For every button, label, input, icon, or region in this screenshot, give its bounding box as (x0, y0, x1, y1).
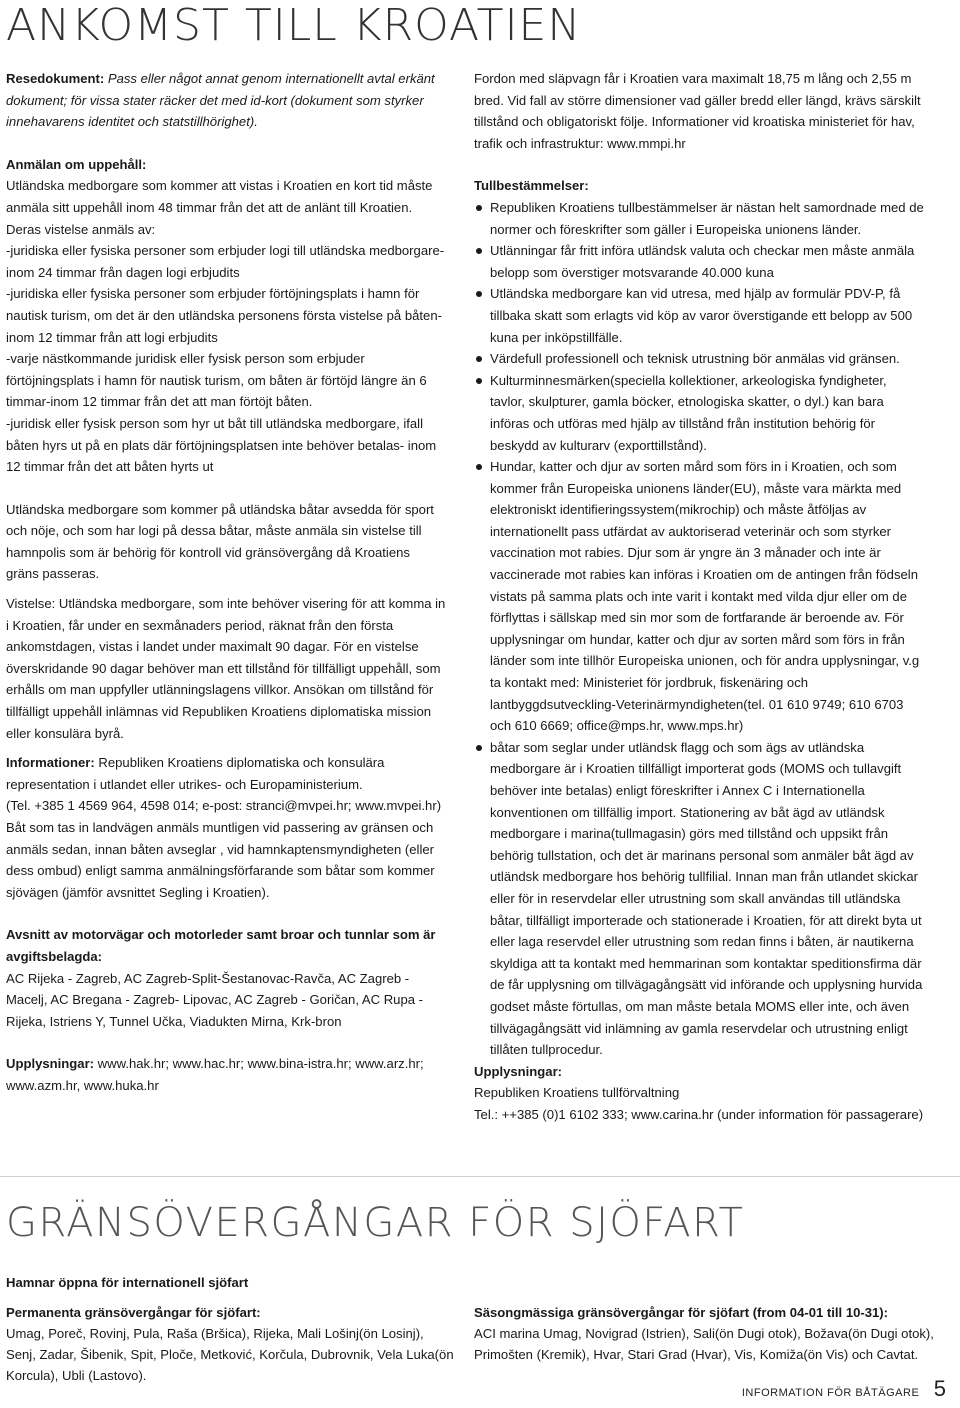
section-title: GRÄNSÖVERGÅNGAR FÖR SJÖFART (6, 1200, 745, 1246)
upplysningar-heading: Upplysningar: (474, 1063, 563, 1079)
vistelse-paragraph: Vistelse: Utländska medborgare, som inte behöver visering för att komma in i Kroatien, får under en sexmånaders period, räknat från den första ankomstdagen, vistas i landet under maximalt 90 dagar. För en vistelse överskridande 90 dagar behöver man ett tillstånd för tillfälligt uppehåll, som erhålls om man uppfyller utlänningslagens villkor. Ansökan om tillstånd för tillfälligt uppehåll inlämnas vid Republiken Kroatiens diplomatiska mission eller konsulära byrå. (6, 596, 446, 741)
avsnitt-heading: Avsnitt av motorvägar och motorleder samt broar och tunnlar som är avgiftsbelagda: (6, 927, 436, 964)
left-column (6, 68, 446, 1097)
tull-list-item: Värdefull professionell och teknisk utrustning bör anmälas vid gränsen. (474, 348, 924, 370)
right-column (474, 68, 924, 1126)
resedokument-label: Resedokument: (6, 71, 105, 86)
informationer-contact: (Tel. +385 1 4569 964, 4598 014; e-post: stranci@mvpei.hr; www.mvpei.hr) (6, 798, 442, 814)
sasong-heading: Säsongmässiga gränsövergångar för sjöfart (from 04-01 till 10-31): (474, 1305, 889, 1320)
tull-list-item: Hundar, katter och djur av sorten mård som förs in i Kroatien, och som kommer från Europeiska unionens länder(EU), måste vara märkta med elektroniskt identifieringssystem(mikrochip) och måste åtföljas av internationellt pass utfärdat av auktoriserad veterinär och som styrker vaccination mot rabies. Djur som är yngre än 3 månader och inte är vaccinerade mot rabies kan införas i Kroatien om de antingen från födseln vistats på samma plats och inte varit i kontakt med vilda djur eller om de förflyttas i sällskap med sin mor som de fortfarande är beroende av. För upplysningar om hundar, katter och djur av sorten mård som förs in från länder som inte tillhör Europeiska unionen, och för andra upplysningar, v.g ta kontakt med: Ministeriet för jordbruk, fiskenäring och lantbyggdsutveckling-Veterinärmyndigheten(tel. 01 610 9749; 610 6703 och 610 6669; office@mps.hr, www.mps.hr) (474, 456, 924, 737)
sasong-block (474, 1302, 934, 1365)
sport-paragraph: Utländska medborgare som kommer på utländska båtar avsedda för sport och nöje, och som har logi på dessa båtar, måste anmäla sin vistelse till hamnpolis som är behörig för kontroll vid gränsövergång då Kroatiens gräns passeras. (6, 501, 434, 582)
page-number: 5 (933, 1376, 946, 1401)
resedokument-paragraph (6, 68, 446, 133)
upplysningar-paragraph (6, 1053, 446, 1096)
fordon-paragraph: Fordon med släpvagn får i Kroatien vara maximalt 18,75 m lång och 2,55 m bred. Vid fall av större dimensioner vad gäller bredd eller längd, krävs särskilt tillstånd och obligatoriskt följe. Informationer vid kroatiska ministeriet för hav, trafik och infrastruktur: www.mmpi.hr (474, 71, 921, 151)
tull-list-item: Utländska medborgare kan vid utresa, med hjälp av formulär PDV-P, få tillbaka skatt som erlagts vid köp av varor överstigande ett belopp av 500 kuna per inköpstillfälle. (474, 283, 924, 348)
tull-list-item: båtar som seglar under utländsk flagg och som ägs av utländska medborgare är i Kroatien tillfälligt importerat gods (MOMS och tullavgift behöver inte betalas) enligt föreskrifter i Annex C i Internationella konventionen om tillfällig import. Stationering av båt ägd av utländsk medborgare i marina(tullmagasin) görs med tillstånd och uppsikt från behörig tullstation, och det är marinans personal som anmäler båt ägd av utländsk medborgare hos behörig tullfilial. Innan man från utlandet skickar eller för in reservdelar eller utrustning som skall användas till utländska båtar, tillfälligt importerade och stationerade i Kroatien, för att direkt byta ut eller laga reservdel eller utrustning som redan finns i båten, är nautikerna skyldiga att ta kontakt med hemmarinan som kontaktar speditionsfirma där de får upplysning om tillvägagångsätt vid införande och upplysning hurvida godset måste förtullas, om man måste betala MOMS eller inte, och även tillvägagångsätt vid inlämning av gamla reservdelar och utrustning enligt tillåten tullprocedur. (474, 737, 924, 1061)
avsnitt-text: AC Rijeka - Zagreb, AC Zagreb-Split-Šestanovac-Ravča, AC Zagreb - Macelj, AC Bregana - Zagreb- Lipovac, AC Zagreb - Goričan, AC Rupa - Rijeka, Istriens Y, Tunnel Učka, Viadukten Mirna, Krk-bron (6, 970, 424, 1029)
anmalan-list-item-4: -juridisk eller fysisk person som hyr ut båt till utländska medborgare, ifall båten hyrs ut på en plats där förtöjningsplatsen inte behöver betalas- inom 12 timmar från det att båten hyrts ut (6, 415, 437, 475)
footer-label: INFORMATION FÖR BÅTÄGARE (741, 1387, 920, 1399)
anmalan-list-item-1: -juridiska eller fysiska personer som erbjuder logi till utländska medborgare- inom 24 timmar från dagen logi erbjudits (6, 243, 445, 280)
bat-paragraph: Båt som tas in landvägen anmäls muntligen vid passering av gränsen och anmäls sedan, innan båten avseglar , vid hamnkaptensmyndigheten (eller dess ombud) enligt samma anmälningsförfarande som båtar som kommer sjövägen (jämför avsnittet Segling i Kroatien). (6, 820, 435, 900)
upplysningar-text: www.hak.hr; www.hac.hr; www.bina-istra.hr; www.arz.hr; www.azm.hr, www.huka.hr (6, 1056, 424, 1093)
permanenta-text: Umag, Poreč, Rovinj, Pula, Raša (Bršica), Rijeka, Mali Lošinj(ön Losinj), Senj, Zadar, Šibenik, Spit, Ploče, Metković, Korčula, Dubrovnik, Vela Luka(ön Korcula), Ubli (Lastovo). (6, 1326, 454, 1383)
anmalan-list-item-3: -varje nästkommande juridisk eller fysisk person som erbjuder förtöjningsplats i hamn för nautisk turism, om båten är förtöjd längre än 6 timmar-inom 12 timmar från det att man förtöjt båten. (6, 351, 427, 410)
informationer-text: Republiken Kroatiens diplomatiska och konsulära representation i utlandet eller utrikes- och Europaministerium. (6, 755, 385, 792)
upplysningar-label: Upplysningar: (6, 1056, 95, 1072)
permanenta-heading: Permanenta gränsövergångar för sjöfart: (6, 1305, 261, 1320)
anmalan-heading: Anmälan om uppehåll: (6, 156, 147, 172)
sasong-text: ACI marina Umag, Novigrad (Istrien), Sali(ön Dugi otok), Božava(ön Dugi otok), Primošten (Kremik), Hvar, Stari Grad (Hvar), Vis, Komiža(ön Vis) och Cavtat. (474, 1326, 934, 1362)
upplysningar-line-1: Republiken Kroatiens tullförvaltning (474, 1085, 680, 1101)
tull-heading: Tullbestämmelser: (474, 178, 589, 194)
tull-list (474, 197, 924, 1061)
upplysningar-line-2: Tel.: ++385 (0)1 6102 333; www.carina.hr (under information för passagerare) (474, 1106, 924, 1122)
anmalan-text: Utländska medborgare som kommer att vistas i Kroatien en kort tid måste anmäla sitt uppehåll inom 48 timmar från det att de anlänt till Kroatien. Deras vistelse anmäls av: (6, 178, 433, 237)
tull-list-item: Republiken Kroatiens tullbestämmelser är nästan helt samordnade med de normer och föreskrifter som gäller i Europeiska unionens länder. (474, 197, 924, 240)
tull-list-item: Kulturminnesmärken(speciella kollektioner, arkeologiska fyndigheter, tavlor, skulpturer, gamla böcker, etnologiska skatter, o dyl.) kan bara införas och utföras med hjälp av tillstånd från institution behörig för beskydd av kulturarv (exporttillstånd). (474, 370, 924, 456)
tull-list-item: Utlänningar får fritt införa utländsk valuta och checkar men måste anmäla belopp som överstiger motsvarande 40.000 kuna (474, 240, 924, 283)
section-divider (0, 1176, 960, 1177)
page-title: ANKOMST TILL KROATIEN (6, 0, 582, 51)
hamnar-heading: Hamnar öppna för internationell sjöfart (6, 1275, 249, 1290)
informationer-paragraph (6, 752, 446, 795)
permanenta-block (6, 1302, 456, 1386)
page-footer (742, 1376, 946, 1402)
ports-section (6, 1272, 936, 1383)
resedokument-text: Pass eller något annat genom internationellt avtal erkänt dokument; för vissa stater räcker det med id-kort (dokument som styrker innehavarens identitet och statstillhörighet). (6, 71, 435, 130)
anmalan-list-item-2: -juridiska eller fysiska personer som erbjuder förtöjningsplats i hamn för nautisk turism, om det är den utländska personens första vistelse på båten-inom 12 timmar från att logi erbjudits (6, 286, 442, 345)
informationer-label: Informationer: (6, 755, 95, 771)
